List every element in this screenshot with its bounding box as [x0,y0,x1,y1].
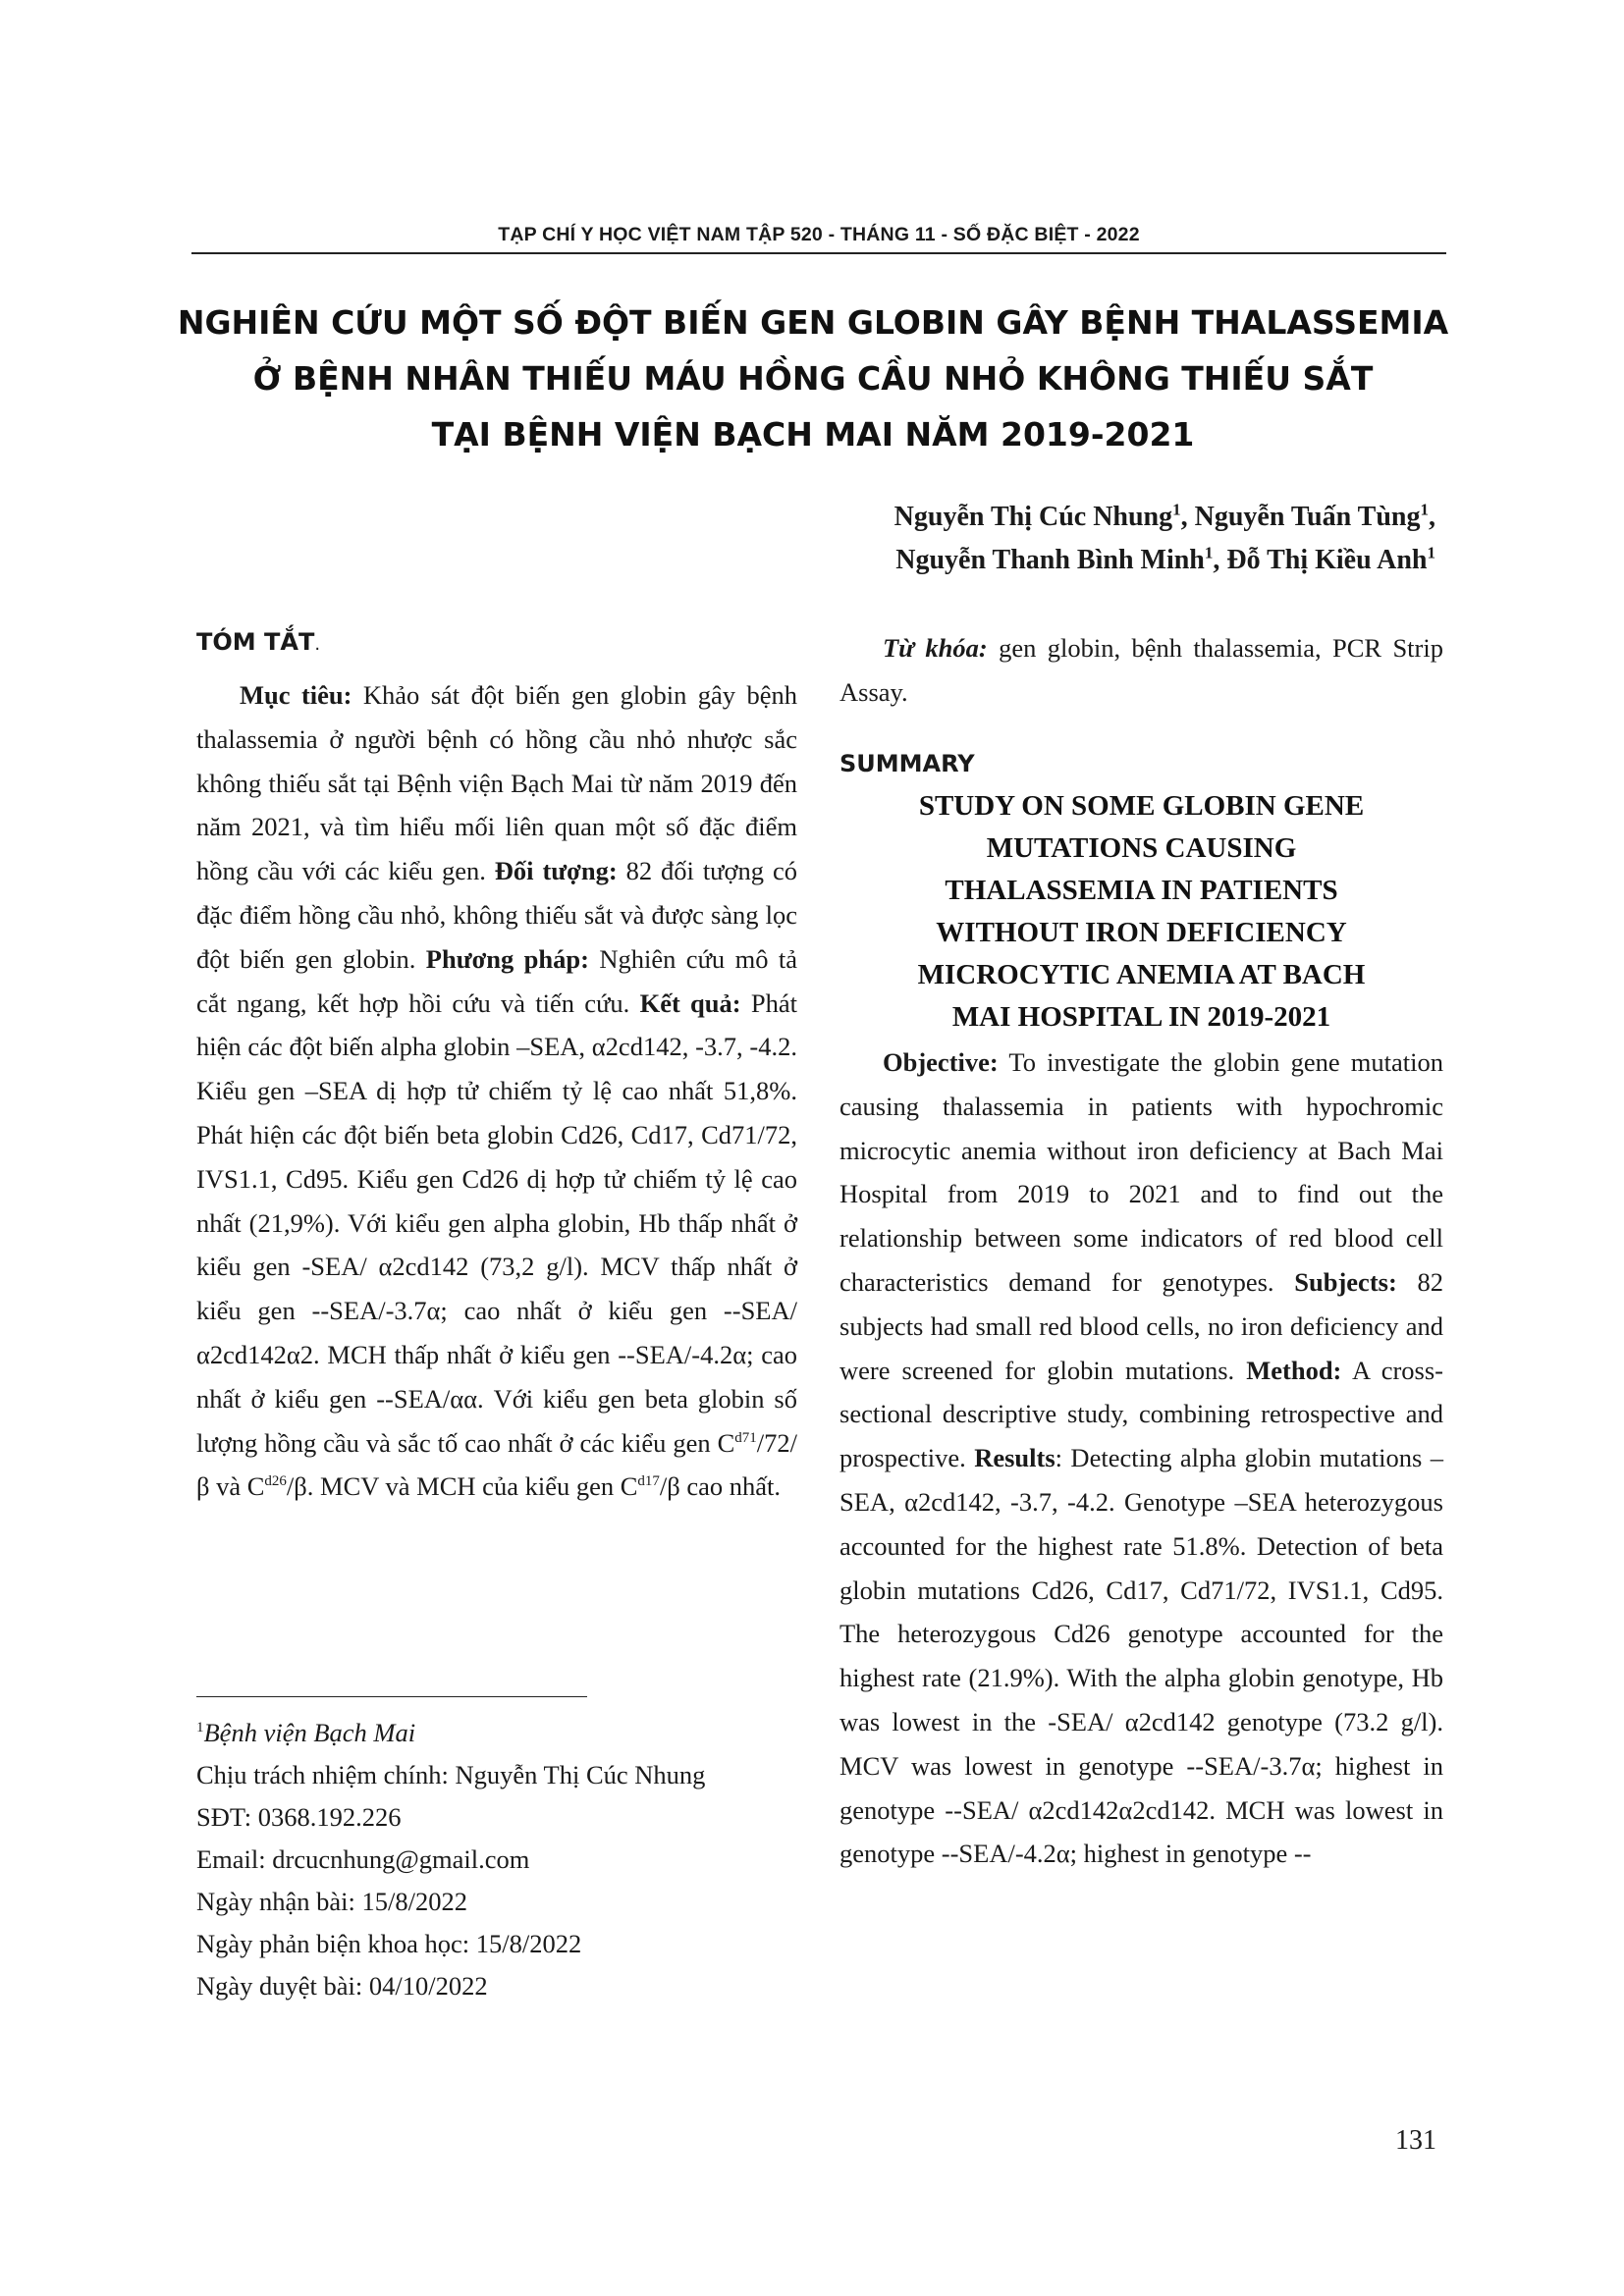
method-text: Nghiên cứu mô tả cắt ngang, kết hợp hồi cứu và tiến cứu. [196,943,798,1018]
author-name: Nguyễn Thị Cúc Nhung [893,502,1173,532]
subjects-text: 82 đối tượng có đặc điểm hồng cầu nhỏ, không thiếu sắt và được sàng lọc đột biến gen globin. [196,856,797,974]
footnote-reviewed: Ngày phản biện khoa học: 15/8/2022 [196,1929,582,1958]
objective-text: Khảo sát đột biến gen globin gây bệnh thalassemia ở người bệnh có hồng cầu nhỏ nhược sắc không thiếu sắt tại Bệnh viện Bạch Mai từ năm 2019 đến năm 2021, và tìm hiểu mối liên quan một số đặc điểm hồng cầu với các kiểu gen. [196,680,797,886]
author-name: Đỗ Thị Kiều Anh [1226,545,1428,575]
footnote-email: Email: drcucnhung@gmail.com [196,1844,530,1874]
abstract-paragraph [196,673,797,1509]
results-text: : Detecting alpha globin mutations –SEA, α2cd142, -3.7, -4.2. Genotype –SEA heterozygous accounted for the highest rate 51.8%. Detection of beta globin mutations Cd26, Cd17, Cd71/72, IVS1.1, Cd95. The heterozygous Cd26 genotype accounted for the highest rate (21.9%). With the alpha globin genotype, Hb was lowest in the -SEA/ α2cd142 genotype (73.2 g/l). MCV was lowest in genotype --SEA/-3.7α; highest in genotype --SEA/ α2cd142α2cd142. MCH was lowest in genotype --SEA/-4.2α; highest in genotype -- [839,1443,1443,1869]
method-label: Phương pháp: [425,943,589,974]
footnote-received: Ngày nhận bài: 15/8/2022 [196,1887,467,1916]
genotype-superscript: d71 [734,1429,757,1446]
english-abstract [839,1041,1443,1876]
author-list [894,496,1435,582]
keywords-block [839,626,1443,715]
genotype-superscript: d26 [264,1473,287,1490]
affiliation-mark: 1 [1204,543,1214,562]
subjects-label: Đối tượng: [494,856,618,886]
english-title [839,785,1443,1039]
abstract-heading-text: TÓM TẮT [196,628,315,656]
footnotes [196,1712,805,2007]
author-line-1 [894,496,1435,539]
method-label: Method: [1246,1355,1342,1385]
keywords-label: Từ khóa: [883,633,988,663]
footnote-accepted: Ngày duyệt bài: 04/10/2022 [196,1971,488,2001]
footnote-corresponding: Chịu trách nhiệm chính: Nguyễn Thị Cúc Nhung [196,1760,706,1789]
subjects-text: 82 subjects had small red blood cells, no iron deficiency and were screened for globin mutations. [839,1266,1443,1385]
running-head: TẠP CHÍ Y HỌC VIỆT NAM TẬP 520 - THÁNG 11 - SỐ ĐẶC BIỆT - 2022 [498,224,1140,245]
objective-text: To investigate the globin gene mutation causing thalassemia in patients with hypochromic microcytic anemia without iron deficiency at Bach Mai Hospital from 2019 to 2021 and to find out the relationship between some indicators of red blood cell characteristics demand for genotypes. [839,1047,1443,1297]
objective-label: Objective: [883,1047,999,1077]
author-separator: , [1180,502,1195,532]
author-line-2 [894,539,1435,582]
english-title-line: STUDY ON SOME GLOBIN GENE [918,790,1365,822]
results-label: Results [974,1443,1056,1473]
english-title-line: MAI HOSPITAL IN 2019-2021 [951,1001,1331,1033]
results-text: /72/β và C [196,1427,797,1502]
abstract-heading [196,628,320,656]
keywords-text: gen globin, bệnh thalassemia, PCR Strip Assay. [839,633,1443,707]
author-name: Nguyễn Tuấn Tùng [1194,502,1421,532]
author-separator: , [1429,502,1435,532]
keywords-paragraph [839,626,1443,715]
method-text: A cross-sectional descriptive study, combining retrospective and prospective. [839,1355,1444,1473]
author-separator: , [1213,545,1227,575]
abstract-heading-mark: . [314,634,321,655]
vietnamese-abstract [196,673,797,1509]
genotype-superscript: d17 [637,1473,660,1490]
footnote-affiliation [196,1712,805,1754]
results-text: /β cao nhất. [659,1471,782,1502]
affiliation-text: Bệnh viện Bạch Mai [203,1718,416,1747]
affiliation-mark: 1 [1420,500,1429,519]
english-title-line: MUTATIONS CAUSING [986,832,1297,864]
results-text: Phát hiện các đột biến alpha globin –SEA, α2cd142, -3.7, -4.2. Kiểu gen –SEA dị hợp tử chiếm tỷ lệ cao nhất 51,8%. Phát hiện các đột biến beta globin Cd26, Cd17, Cd71/72, IVS1.1, Cd95. Kiểu gen Cd26 dị hợp tử chiếm tỷ lệ cao nhất (21,9%). Với kiểu gen alpha globin, Hb thấp nhất ở kiểu gen -SEA/ α2cd142 (73,2 g/l). MCV thấp nhất ở kiểu gen --SEA/-3.7α; cao nhất ở kiểu gen --SEA/ α2cd142α2. MCH thấp nhất ở kiểu gen --SEA/-4.2α; cao nhất ở kiểu gen --SEA/αα. Với kiểu gen beta globin số lượng hồng cầu và sắc tố cao nhất ở các kiểu gen C [196,988,797,1458]
results-text: /β. MCV và MCH của kiểu gen C [286,1471,638,1502]
results-label: Kết quả: [639,988,741,1018]
subjects-label: Subjects: [1294,1266,1397,1297]
summary-paragraph [839,1041,1443,1876]
author-name: Nguyễn Thanh Bình Minh [895,545,1205,575]
title-line-2: Ở BỆNH NHÂN THIẾU MÁU HỒNG CẦU NHỎ KHÔNG THIẾU SẮT [252,359,1374,398]
objective-label: Mục tiêu: [240,680,352,710]
footnote-phone: SĐT: 0368.192.226 [196,1802,402,1832]
english-title-line: THALASSEMIA IN PATIENTS [945,875,1338,906]
header-rule [191,252,1446,254]
summary-heading: SUMMARY [839,750,975,777]
title-line-1: NGHIÊN CỨU MỘT SỐ ĐỘT BIẾN GEN GLOBIN GÂY BỆNH THALASSEMIA [177,303,1449,342]
affiliation-mark: 1 [1172,500,1181,519]
english-title-line: MICROCYTIC ANEMIA AT BACH [917,959,1366,990]
article-title [147,294,1479,462]
footnote-rule [196,1696,587,1697]
english-title-line: WITHOUT IRON DEFICIENCY [936,917,1347,948]
title-line-3: TẠI BỆNH VIỆN BẠCH MAI NĂM 2019-2021 [431,415,1195,454]
page-number: 131 [1395,2125,1436,2156]
affiliation-mark: 1 [196,1720,204,1736]
affiliation-mark: 1 [1427,543,1435,562]
